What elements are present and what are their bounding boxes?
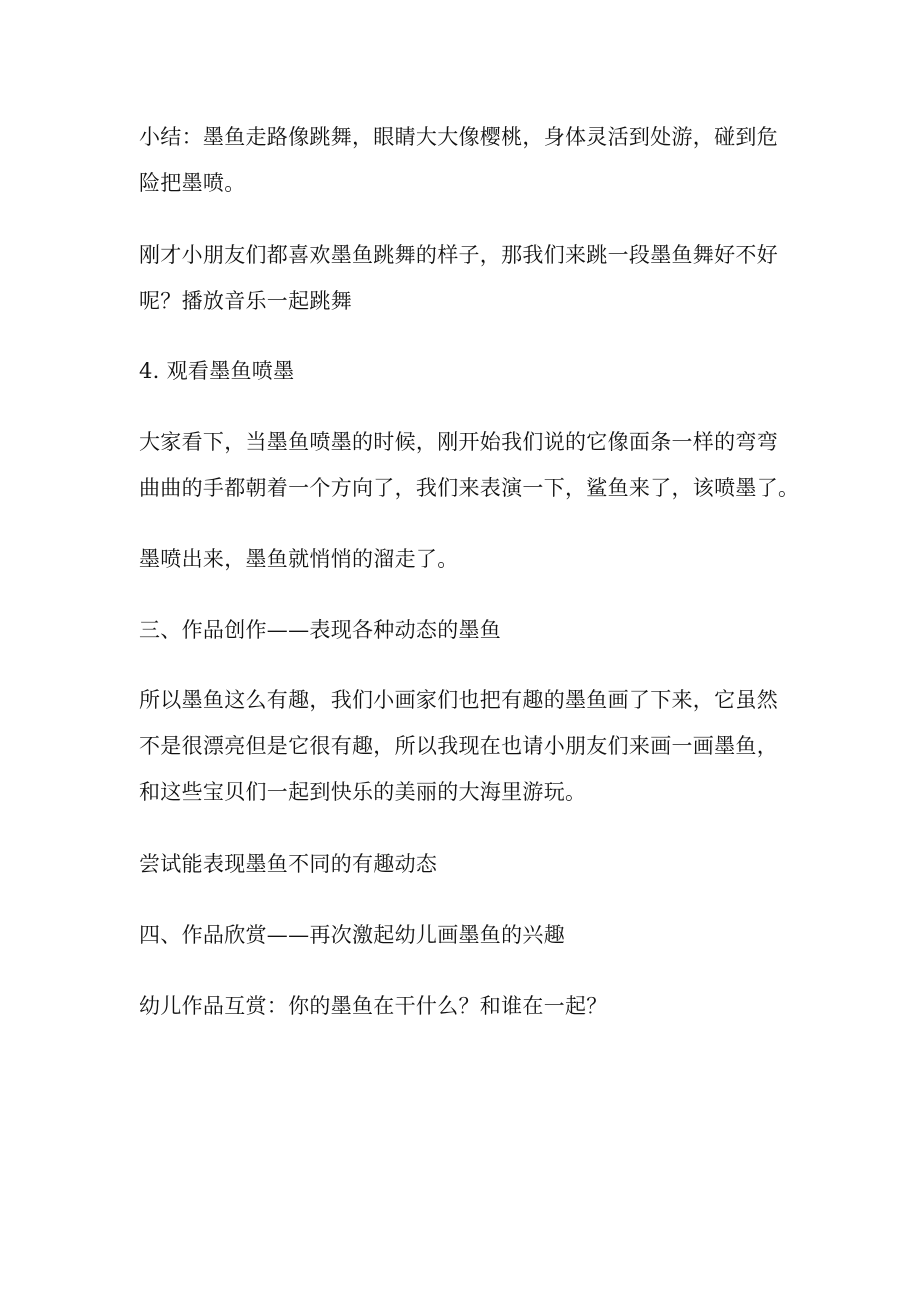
section-heading-watch-ink [139,348,789,394]
text-line: 曲曲的手都朝着一个方向了，我们来表演一下，鲨鱼来了，该喷墨了。 [139,476,800,500]
paragraph-attempt [139,841,789,887]
text-line: 不是很漂亮但是它很有趣，所以我现在也请小朋友们来画一画墨鱼， [139,734,778,758]
text-line: 呢？播放音乐一起跳舞 [139,289,352,313]
text-line: 墨喷出来，墨鱼就悄悄的溜走了。 [139,547,459,571]
paragraph-ink-description [139,419,800,511]
text-line: 小结：墨鱼走路像跳舞，眼睛大大像樱桃，身体灵活到处游，碰到危 [139,125,778,149]
text-line: 险把墨喷。 [139,171,246,195]
text-line: 和这些宝贝们一起到快乐的美丽的大海里游玩。 [139,780,587,804]
paragraph-summary [139,114,789,206]
text-line: 幼儿作品互赏：你的墨鱼在干什么？和谁在一起？ [139,994,608,1018]
text-line: 四、作品欣赏——再次激起幼儿画墨鱼的兴趣 [139,923,565,947]
text-line: 所以墨鱼这么有趣，我们小画家们也把有趣的墨鱼画了下来，它虽然 [139,688,778,712]
section-heading-appreciation [139,912,789,958]
paragraph-peer-review [139,983,789,1029]
text-line: 刚才小朋友们都喜欢墨鱼跳舞的样子，那我们来跳一段墨鱼舞好不好 [139,243,778,267]
paragraph-creation-intro [139,677,789,815]
text-line: 4. 观看墨鱼喷墨 [139,359,295,383]
paragraph-dance-intro [139,232,789,324]
section-heading-creation [139,607,789,653]
text-line: 大家看下，当墨鱼喷墨的时候，刚开始我们说的它像面条一样的弯弯 [139,430,778,454]
paragraph-ink-escape [139,536,789,582]
text-line: 三、作品创作——表现各种动态的墨鱼 [139,618,502,642]
text-line: 尝试能表现墨鱼不同的有趣动态 [139,852,438,876]
